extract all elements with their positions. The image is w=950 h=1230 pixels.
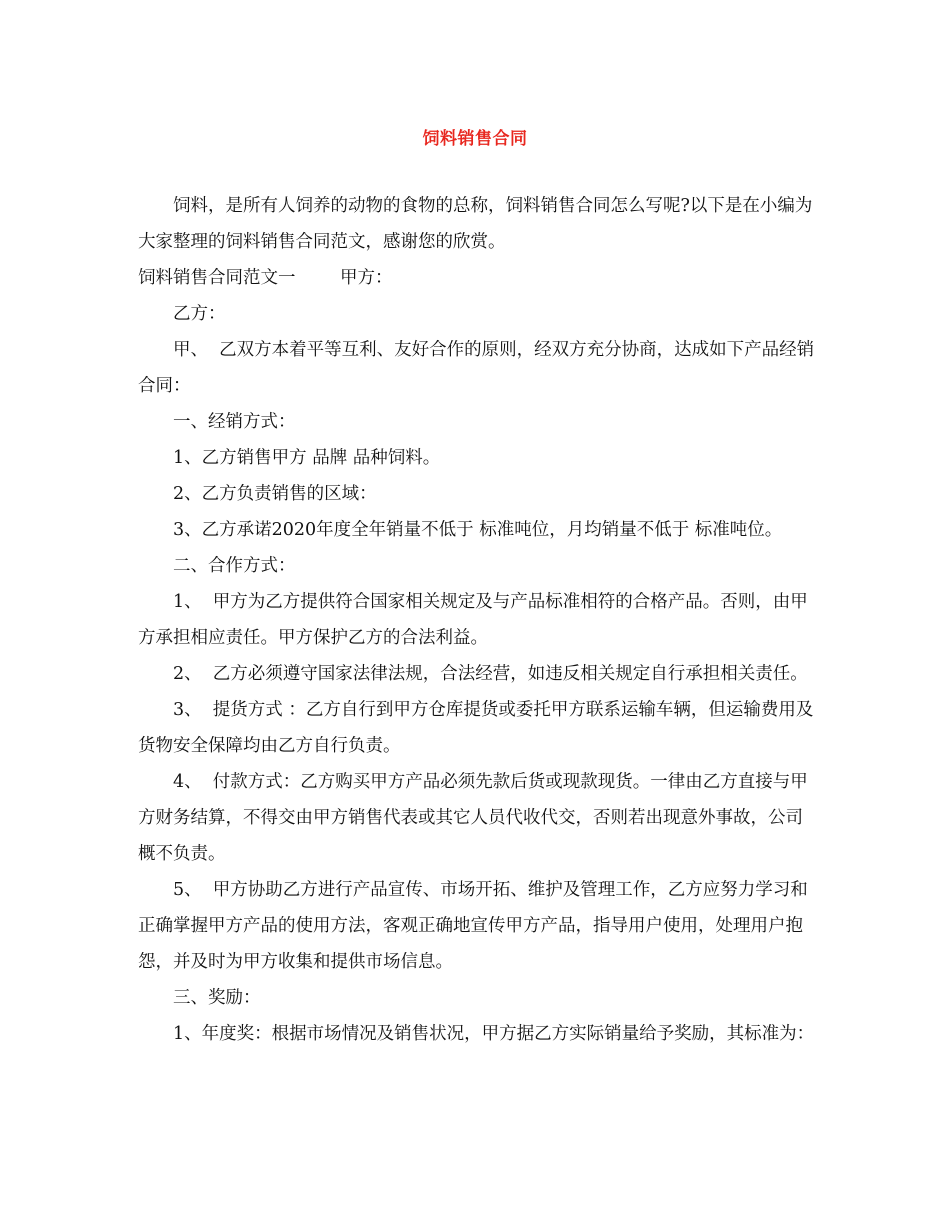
clause-2-2: 2、 乙方必须遵守国家法律法规，合法经营，如违反相关规定自行承担相关责任。 (173, 664, 808, 684)
document-body (138, 188, 818, 1052)
section-heading-cooperation: 二、合作方式： (173, 556, 296, 576)
agreement-preamble: 甲、 乙双方本着平等互利、友好合作的原则，经双方充分协商，达成如下产品经销合同： (138, 340, 815, 396)
section-heading-rewards: 三、奖励： (173, 988, 261, 1008)
party-b-line: 乙方： (173, 304, 226, 324)
clause-2-1: 1、 甲方为乙方提供符合国家相关规定及与产品标准相符的合格产品。否则，由甲方承担相应责任。甲方保护乙方的合法利益。 (138, 592, 808, 648)
document-title: 饲料销售合同 (422, 129, 528, 149)
clause-2-3: 3、 提货方式 ：乙方自行到甲方仓库提货或委托甲方联系运输车辆，但运输费用及货物安全保障均由乙方自行负责。 (138, 700, 814, 756)
clause-3-1: 1、年度奖：根据市场情况及销售状况，甲方据乙方实际销量给予奖励，其标准为： (173, 1024, 815, 1044)
sample-heading-party-a: 饲料销售合同范文一 甲方： (138, 268, 393, 288)
clause-1-1: 1、乙方销售甲方 品牌 品种饲料。 (173, 448, 441, 468)
intro-paragraph: 饲料，是所有人饲养的动物的食物的总称，饲料销售合同怎么写呢?以下是在小编为大家整理的饲料销售合同范文，感谢您的欣赏。 (138, 196, 813, 252)
clause-1-2: 2、乙方负责销售的区域： (173, 484, 377, 504)
clause-2-4: 4、 付款方式：乙方购买甲方产品必须先款后货或现款现货。一律由乙方直接与甲方财务结算，不得交由甲方销售代表或其它人员代收代交，否则若出现意外事故，公司概不负责。 (138, 772, 808, 864)
clause-2-5: 5、 甲方协助乙方进行产品宣传、市场开拓、维护及管理工作，乙方应努力学习和正确掌握甲方产品的使用方法，客观正确地宣传甲方产品，指导用户使用，处理用户抱怨，并及时为甲方收集和提供市场信息。 (138, 880, 808, 972)
clause-1-3: 3、乙方承诺2020年度全年销量不低于 标准吨位，月均销量不低于 标准吨位。 (173, 520, 783, 540)
section-heading-distribution: 一、经销方式： (173, 412, 296, 432)
